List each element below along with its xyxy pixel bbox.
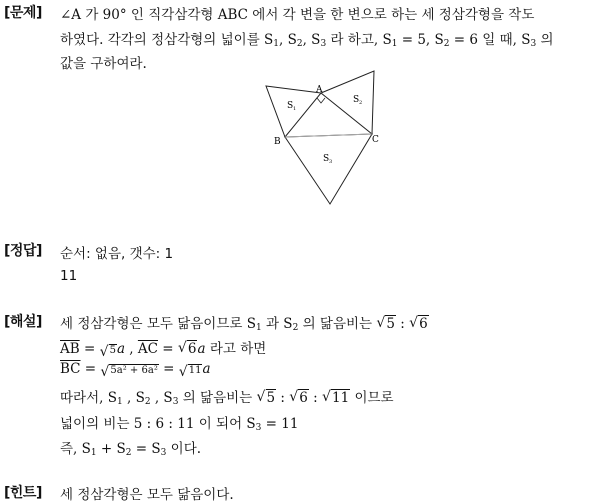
solution-line-1: 세 정삼각형은 모두 닮음이므로 $S_1$ 과 $S_2$ 의 닮음비는 √ 5 : √ 6	[60, 312, 429, 333]
solution-line-5: 넓이의 비는 5 : 6 : 11 이 되어 $S_3 = 11$	[60, 416, 299, 433]
hint-text: 세 정삼각형은 모두 닮음이다.	[60, 487, 234, 503]
label-s3-sub: 3	[329, 159, 333, 165]
label-s3: S	[323, 154, 330, 164]
triangle-figure	[262, 70, 392, 206]
label-s2-sub: 2	[359, 100, 363, 106]
problem-line-3: 값을 구하여라.	[60, 56, 147, 72]
label-b: B	[274, 137, 281, 147]
hint-tag: [힌트]	[4, 485, 42, 501]
label-a: A	[316, 85, 323, 95]
right-angle-mark	[317, 98, 325, 103]
solution-line-6: 즉, $S_1 + S_2 = S_3$ 이다.	[60, 441, 202, 458]
solution-line-4: 따라서, $S_1$ , $S_2$ , $S_3$ 의 닮음비는 √ 5 : √ 6 : √ 11 이므로	[60, 386, 394, 407]
label-s1-sub: 1	[293, 106, 297, 112]
label-s2: S	[353, 95, 360, 105]
equilateral-s2	[321, 71, 374, 134]
equilateral-s3	[285, 134, 372, 204]
problem-tag: [문제]	[4, 5, 42, 21]
solution-line-3: $\overline{BC}$ = √ 5a² + 6a² = √ 11a	[60, 361, 211, 377]
label-s1: S	[287, 101, 294, 111]
answer-tag: [정답]	[4, 243, 42, 259]
problem-line-2: 하였다. 각각의 정삼각형의 넓이를 $S_1$, $S_2$, $S_3$ 라 하고, $S_1 = 5$, $S_2 = 6$ 일 때, $S_3$ 의	[60, 32, 554, 49]
solution-line-2: $\overline{AB}$ = √ 5a , $\overline{AC}$ = √ 6a 라고 하면	[60, 337, 266, 357]
solution-tag: [해설]	[4, 314, 42, 330]
problem-line-1: ∠A 가 90° 인 직각삼각형 ABC 에서 각 변을 한 변으로 하는 세 정삼각형을 작도	[60, 7, 535, 23]
answer-meta: 순서: 없음, 갯수: 1	[60, 246, 174, 262]
answer-value: 11	[60, 268, 78, 284]
label-c: C	[372, 135, 379, 145]
side-bc	[285, 134, 372, 137]
